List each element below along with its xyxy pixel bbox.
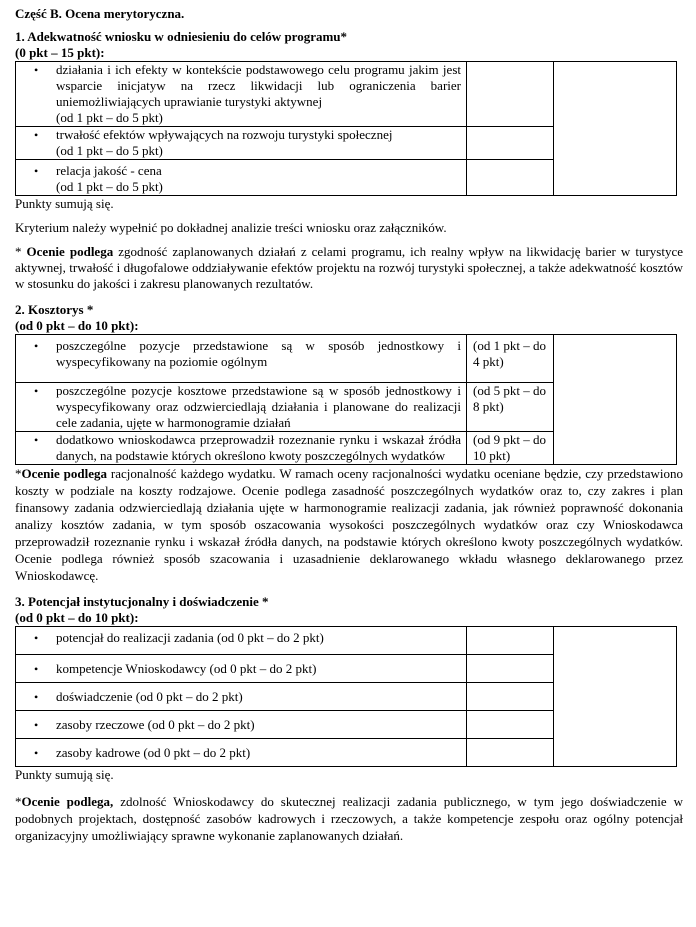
- part-title: Część B. Ocena merytoryczna.: [15, 6, 185, 21]
- points-range: (od 9 pkt – do 10 pkt): [473, 432, 546, 463]
- bullet-icon: •: [34, 164, 39, 178]
- list-item: • dodatkowo wnioskodawca przeprowadził rozeznanie rynku i wskazał źródła danych, na podstawie których określono kwoty poszczególnych wydatków: [34, 432, 461, 463]
- bullet-icon: •: [34, 662, 39, 676]
- points-range: (od 1 pkt – do 4 pkt): [473, 338, 546, 369]
- section-3-range: (od 0 pkt – do 10 pkt):: [15, 610, 139, 625]
- bullet-icon: •: [34, 690, 39, 704]
- bullet-icon: •: [34, 631, 39, 645]
- list-item: • zasoby rzeczowe (od 0 pkt – do 2 pkt): [34, 717, 255, 732]
- list-item: • poszczególne pozycje kosztowe przedstawione są w sposób jednostkowy i wyspecyfikowany oraz odzwierciedlają działania i planowane do realizacji cele zadania, ujęte w harmonogramie działań: [34, 383, 461, 430]
- list-item: • potencjał do realizacji zadania (od 0 pkt – do 2 pkt): [34, 630, 324, 645]
- section-1-title: 1. Adekwatność wniosku w odniesieniu do celów programu*: [15, 29, 348, 44]
- sum-note: Punkty sumują się.: [15, 767, 114, 782]
- table-row: [16, 62, 677, 127]
- section-2-table: [15, 334, 677, 465]
- total-cell: [554, 627, 677, 767]
- criterion-note: Kryterium należy wypełnić po dokładnej analizie treści wniosku oraz załączników.: [15, 220, 447, 235]
- list-item: • relacja jakość - cena (od 1 pkt – do 5 pkt): [34, 163, 163, 194]
- section-3-table: [15, 626, 677, 767]
- section-2-range: (od 0 pkt – do 10 pkt):: [15, 318, 139, 333]
- bullet-icon: •: [34, 718, 39, 732]
- list-item: • poszczególne pozycje przedstawione są w sposób jednostkowy i wyspecyfikowany na poziomie ogólnym: [34, 338, 461, 369]
- assessment-note: * Ocenie podlega zgodność zaplanowanych działań z celami programu, ich realny wpływ na likwidację barier w turystyce aktywnej, trwałość i długofalowe oddziaływanie efektów projektu na rozwój turystyki społecznej, a także adekwatność kosztów w stosunku do jakości i zakresu planowanych rezultatów.: [15, 244, 683, 291]
- table-row: [16, 335, 677, 383]
- total-cell: [554, 335, 677, 465]
- assessment-note: *Ocenie podlega, zdolność Wnioskodawcy do skutecznej realizacji zadania publicznego, w tym jego doświadczenie w podobnych projektach, dostępność zasobów kadrowych i rzeczowych, a także kompetencje zespołu oraz ogólny potencjał organizacyjny umożliwiający sprawne wykonanie zaplanowanych działań.: [15, 794, 683, 843]
- score-cell: [467, 655, 554, 683]
- score-cell: [467, 62, 554, 127]
- table-row: [16, 627, 677, 655]
- bullet-icon: •: [34, 128, 39, 142]
- score-cell: [467, 627, 554, 655]
- bullet-icon: •: [34, 746, 39, 760]
- points-range: (od 5 pkt – do 8 pkt): [473, 383, 546, 414]
- list-item: • zasoby kadrowe (od 0 pkt – do 2 pkt): [34, 745, 251, 760]
- score-cell: [467, 160, 554, 196]
- sum-note: Punkty sumują się.: [15, 196, 114, 211]
- bullet-icon: •: [34, 63, 39, 77]
- list-item: • kompetencje Wnioskodawcy (od 0 pkt – do 2 pkt): [34, 661, 317, 676]
- list-item: • doświadczenie (od 0 pkt – do 2 pkt): [34, 689, 243, 704]
- bullet-icon: •: [34, 384, 39, 398]
- score-cell: [467, 683, 554, 711]
- list-item: • trwałość efektów wpływających na rozwoju turystyki społecznej (od 1 pkt – do 5 pkt): [34, 127, 393, 158]
- bullet-icon: •: [34, 433, 39, 447]
- section-1-range: (0 pkt – 15 pkt):: [15, 45, 105, 60]
- score-cell: [467, 739, 554, 767]
- list-item: • działania i ich efekty w kontekście podstawowego celu programu jakim jest wsparcie inicjatyw na rzecz likwidacji lub ograniczenia barier uniemożliwiających uprawianie turystyki aktywnej (od 1 pkt – do 5 pkt): [34, 62, 461, 125]
- section-1-table: [15, 61, 677, 196]
- bullet-icon: •: [34, 339, 39, 353]
- document-page: [15, 6, 683, 844]
- score-cell: [467, 711, 554, 739]
- score-cell: [467, 127, 554, 160]
- section-2-title: 2. Kosztorys *: [15, 302, 94, 317]
- assessment-note: *Ocenie podlega racjonalność każdego wydatku. W ramach oceny racjonalności wydatku oceniane będzie, czy przedstawiono koszty w podziale na koszty rodzajowe. Ocenie podlega zasadność poszczególnych wydatków oraz to, czy zakres i plan finansowy zadania odzwierciedlają działania ujęte w harmonogramie realizacji zadania, jak również poprawność dokonania analizy kosztów zadania, w tym sposób oszacowania wysokości poszczególnych wydatków oraz czy Wnioskodawca przeprowadził rozeznanie rynku i wskazał źródła danych, na podstawie których określono kwoty poszczególnych wydatków. Ocenie podlega również sposób szacowania i uzasadnienie deklarowanego wkładu własnego deklarowanego przez Wnioskodawcę.: [15, 466, 684, 583]
- section-3-title: 3. Potencjał instytucjonalny i doświadczenie *: [15, 594, 269, 609]
- total-cell: [554, 62, 677, 196]
